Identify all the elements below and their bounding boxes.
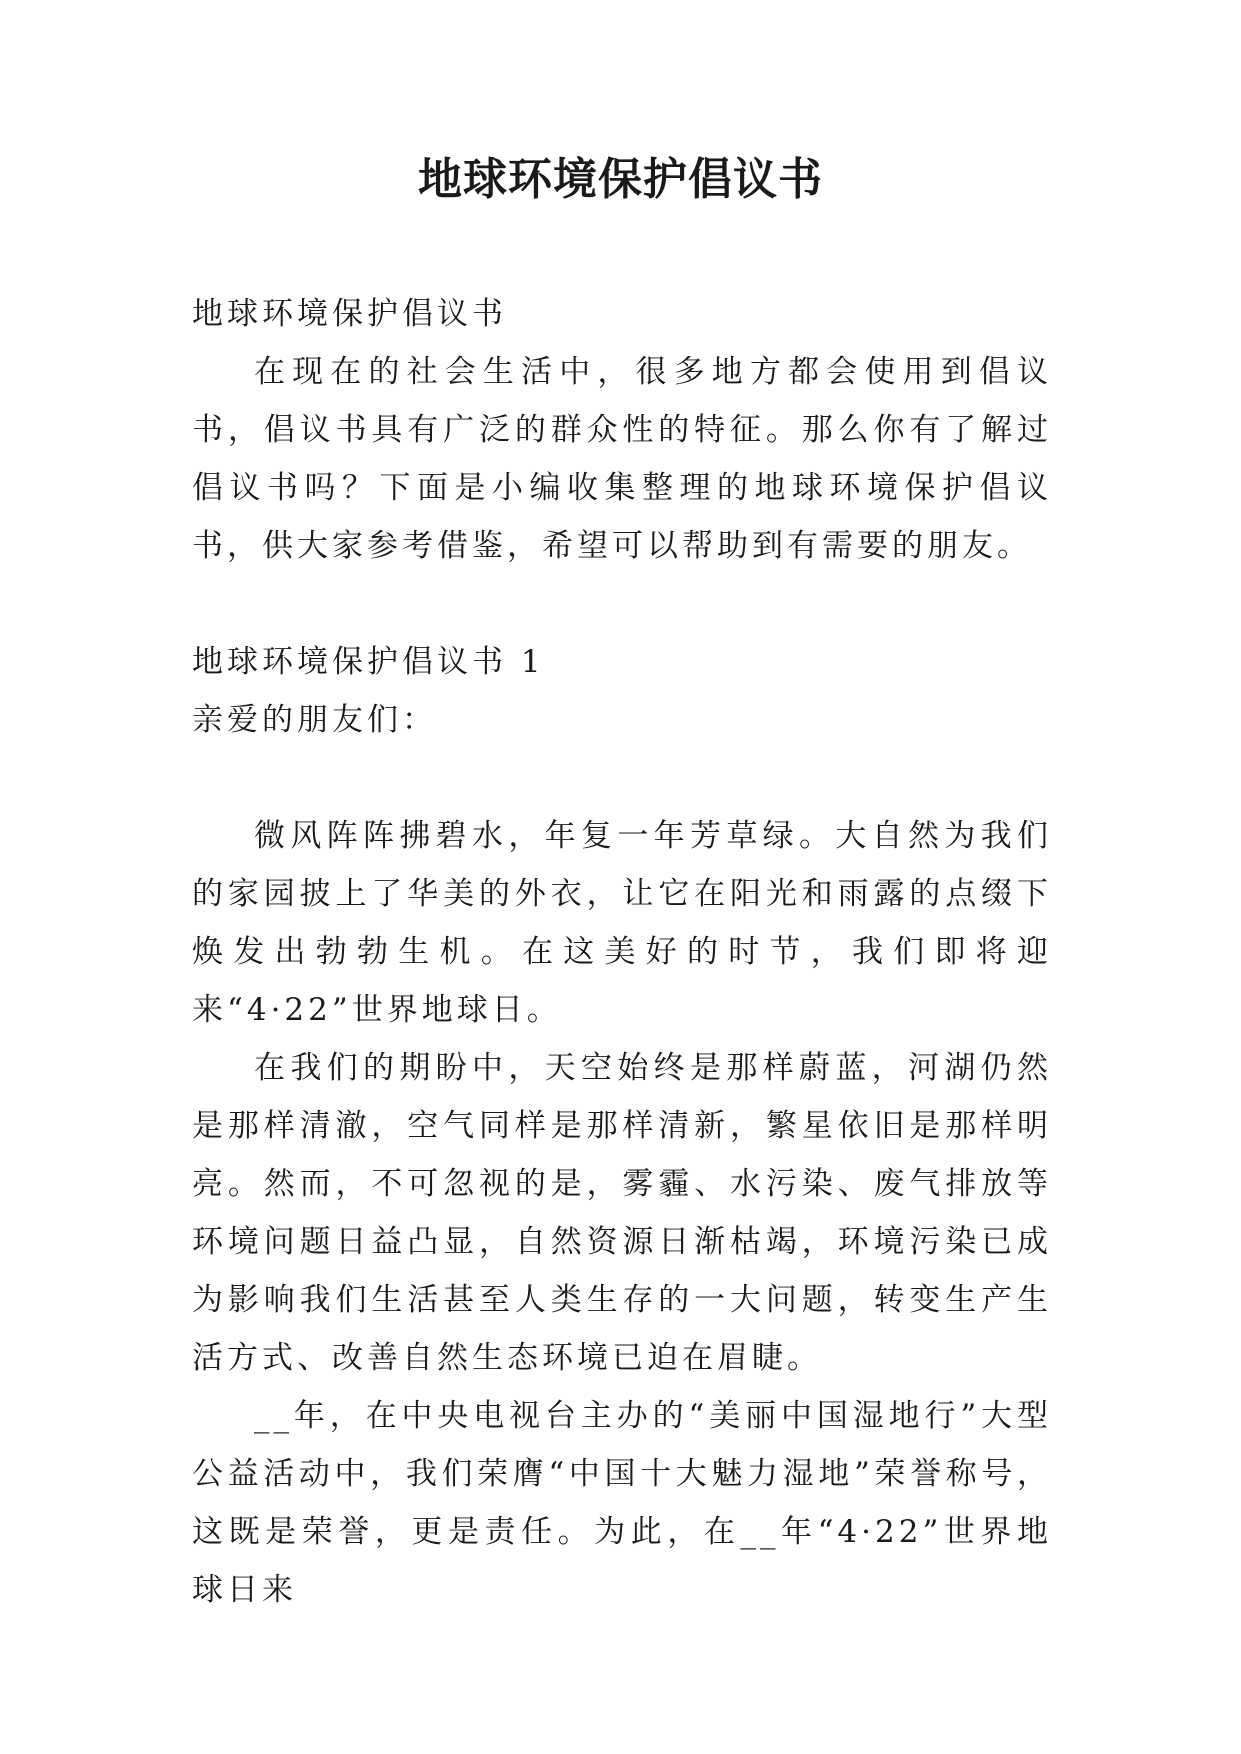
body-paragraph: 在我们的期盼中，天空始终是那样蔚蓝，河湖仍然是那样清澈，空气同样是那样清新，繁星依旧是那样明亮。然而，不可忽视的是，雾霾、水污染、废气排放等环境问题日益凸显，自然资源日渐枯竭，环境污染已成为影响我们生活甚至人类生存的一大问题，转变生产生活方式、改善自然生态环境已迫在眉睫。	[192, 1050, 1052, 1376]
intro-paragraph: 在现在的社会生活中，很多地方都会使用到倡议书，倡议书具有广泛的群众性的特征。那么你有了解过倡议书吗？下面是小编收集整理的地球环境保护倡议书，供大家参考借鉴，希望可以帮助到有需要的朋友。	[192, 354, 1052, 564]
document-title: 地球环境保护倡议书	[418, 154, 823, 205]
document-body	[192, 285, 1052, 1619]
body-paragraph: 微风阵阵拂碧水，年复一年芳草绿。大自然为我们的家园披上了华美的外衣，让它在阳光和雨露的点缀下焕发出勃勃生机。在这美好的时节，我们即将迎来“4·22”世界地球日。	[192, 818, 1052, 1028]
body-paragraph: __年，在中央电视台主办的“美丽中国湿地行”大型公益活动中，我们荣膺“中国十大魅力湿地”荣誉称号，这既是荣誉，更是责任。为此，在__年“4·22”世界地球日来	[192, 1398, 1052, 1608]
document-subtitle: 地球环境保护倡议书	[192, 296, 507, 332]
salutation: 亲爱的朋友们：	[192, 702, 437, 738]
section-heading: 地球环境保护倡议书 1	[192, 644, 545, 680]
